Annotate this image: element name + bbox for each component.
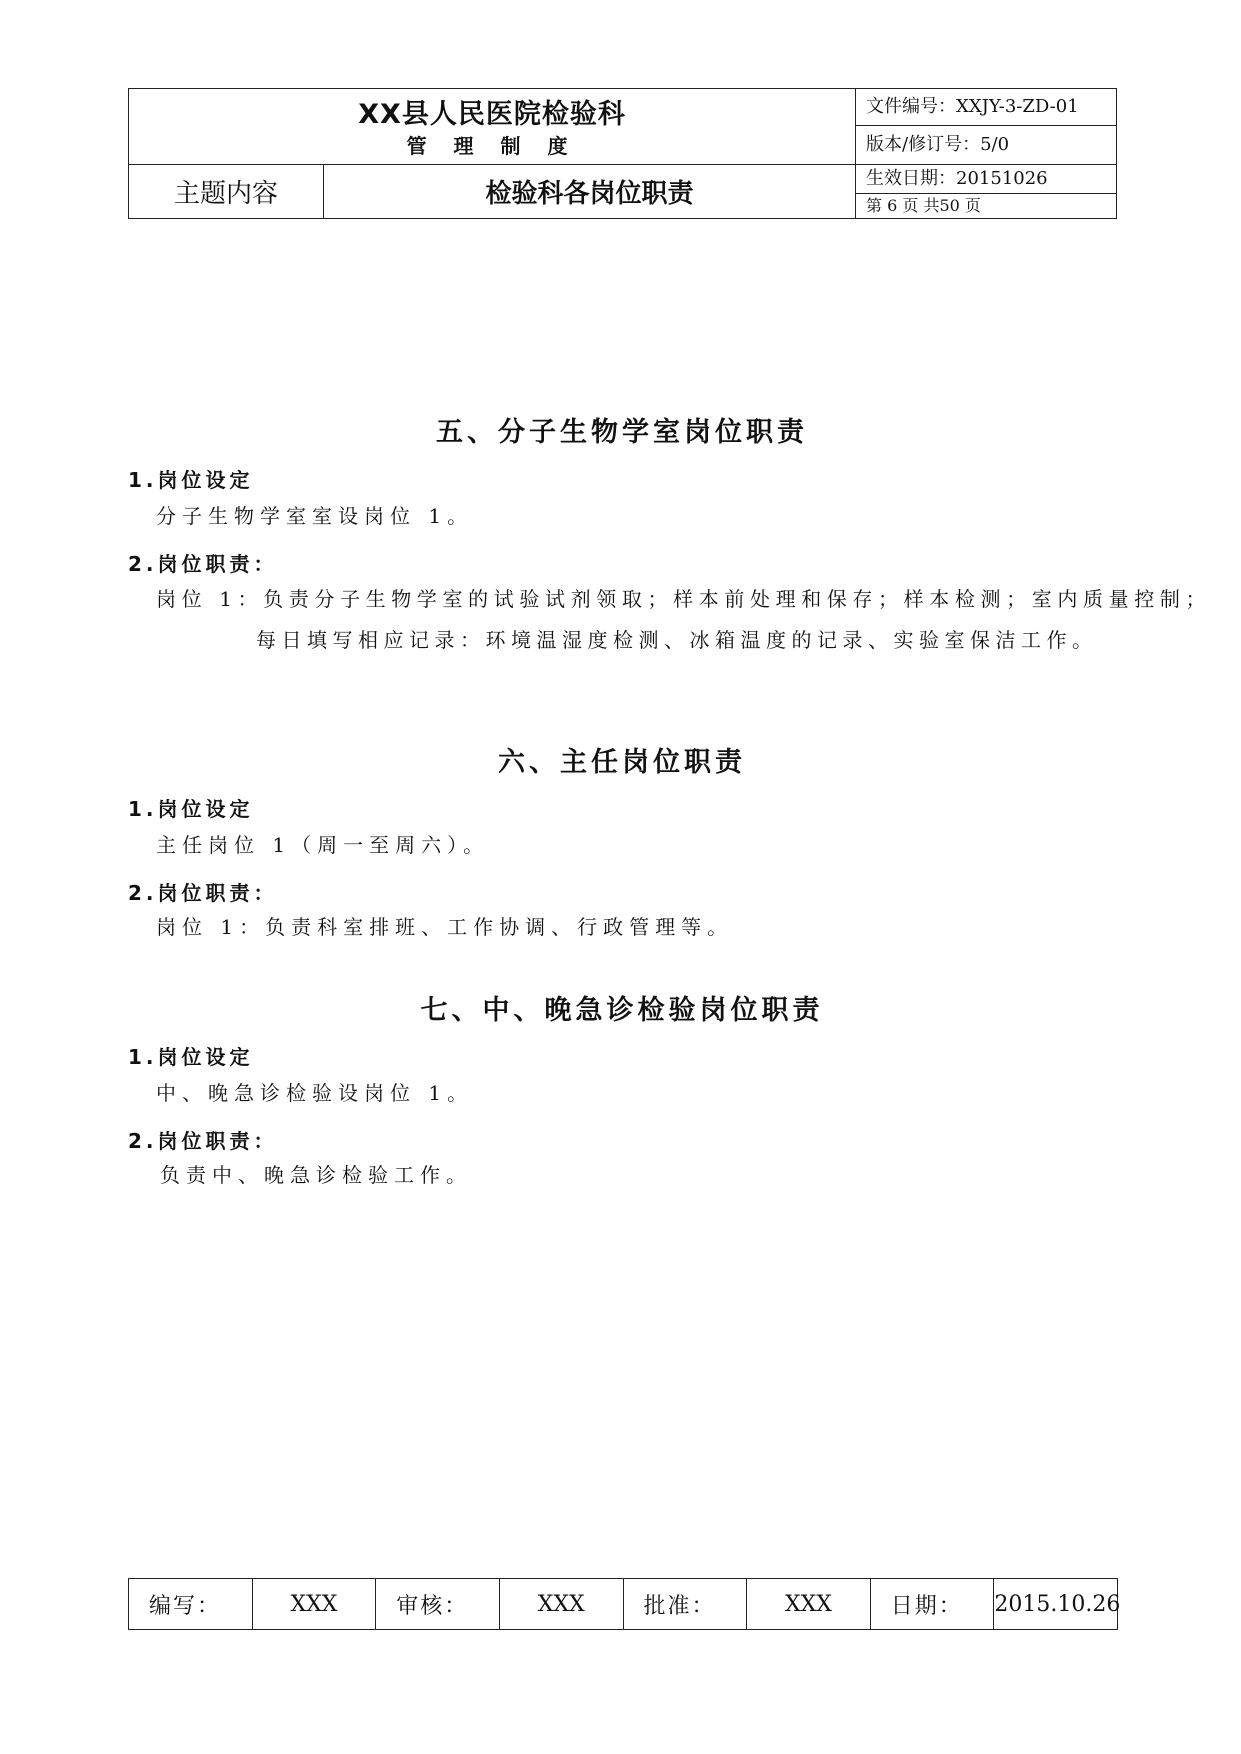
hospital-title-cell xyxy=(129,89,856,165)
subsection-heading: 2.岗位职责： xyxy=(128,552,278,576)
approver-label: 批准： xyxy=(623,1579,747,1630)
doc-number: 文件编号：XXJY-3-ZD-01 xyxy=(856,89,1117,126)
date-label: 日期： xyxy=(870,1579,994,1630)
paragraph: 分子生物学室室设岗位 1。 xyxy=(156,504,474,528)
writer-value: XXX xyxy=(252,1579,376,1630)
version-number: 版本/修订号：5/0 xyxy=(856,126,1117,165)
signature-footer xyxy=(128,1578,1121,1630)
subsection-heading: 1.岗位设定 xyxy=(128,468,254,492)
subsection-heading: 1.岗位设定 xyxy=(128,1045,254,1069)
approver-value: XXX xyxy=(747,1579,871,1630)
subsection-heading: 1.岗位设定 xyxy=(128,797,254,821)
page-info: 第 6 页 共50 页 xyxy=(856,194,1117,219)
paragraph: 主任岗位 1（周一至周六）。 xyxy=(156,833,490,857)
paragraph: 岗位 1：负责分子生物学室的试验试剂领取；样本前处理和保存；样本检测；室内质量控制；每日填写相应记录：环境温湿度检测、冰箱温度的记录、实验室保洁工作。 xyxy=(156,587,1211,652)
subsection-heading: 2.岗位职责： xyxy=(128,1129,278,1153)
subsection-heading: 2.岗位职责： xyxy=(128,881,278,905)
document-type: 管 理 制 度 xyxy=(406,133,578,158)
paragraph: 岗位 1：负责科室排班、工作协调、行政管理等。 xyxy=(156,915,734,939)
section-title: 五、分子生物学室岗位职责 xyxy=(436,417,808,448)
reviewer-label: 审核： xyxy=(376,1579,500,1630)
paragraph: 负责中、晚急诊检验工作。 xyxy=(160,1163,472,1187)
writer-label: 编写： xyxy=(129,1579,253,1630)
effective-date: 生效日期：20151026 xyxy=(856,165,1117,194)
section-title: 七、中、晚急诊检验岗位职责 xyxy=(420,995,824,1026)
paragraph: 中、晚急诊检验设岗位 1。 xyxy=(156,1081,474,1105)
subject-label: 主题内容 xyxy=(129,165,324,219)
reviewer-value: XXX xyxy=(499,1579,623,1630)
date-value: 2015.10.26 xyxy=(994,1579,1118,1630)
section-title: 六、主任岗位职责 xyxy=(498,747,746,778)
document-header xyxy=(128,88,1117,219)
subject-title: 检验科各岗位职责 xyxy=(324,165,856,219)
hospital-name: XX县人民医院检验科 xyxy=(358,98,626,130)
